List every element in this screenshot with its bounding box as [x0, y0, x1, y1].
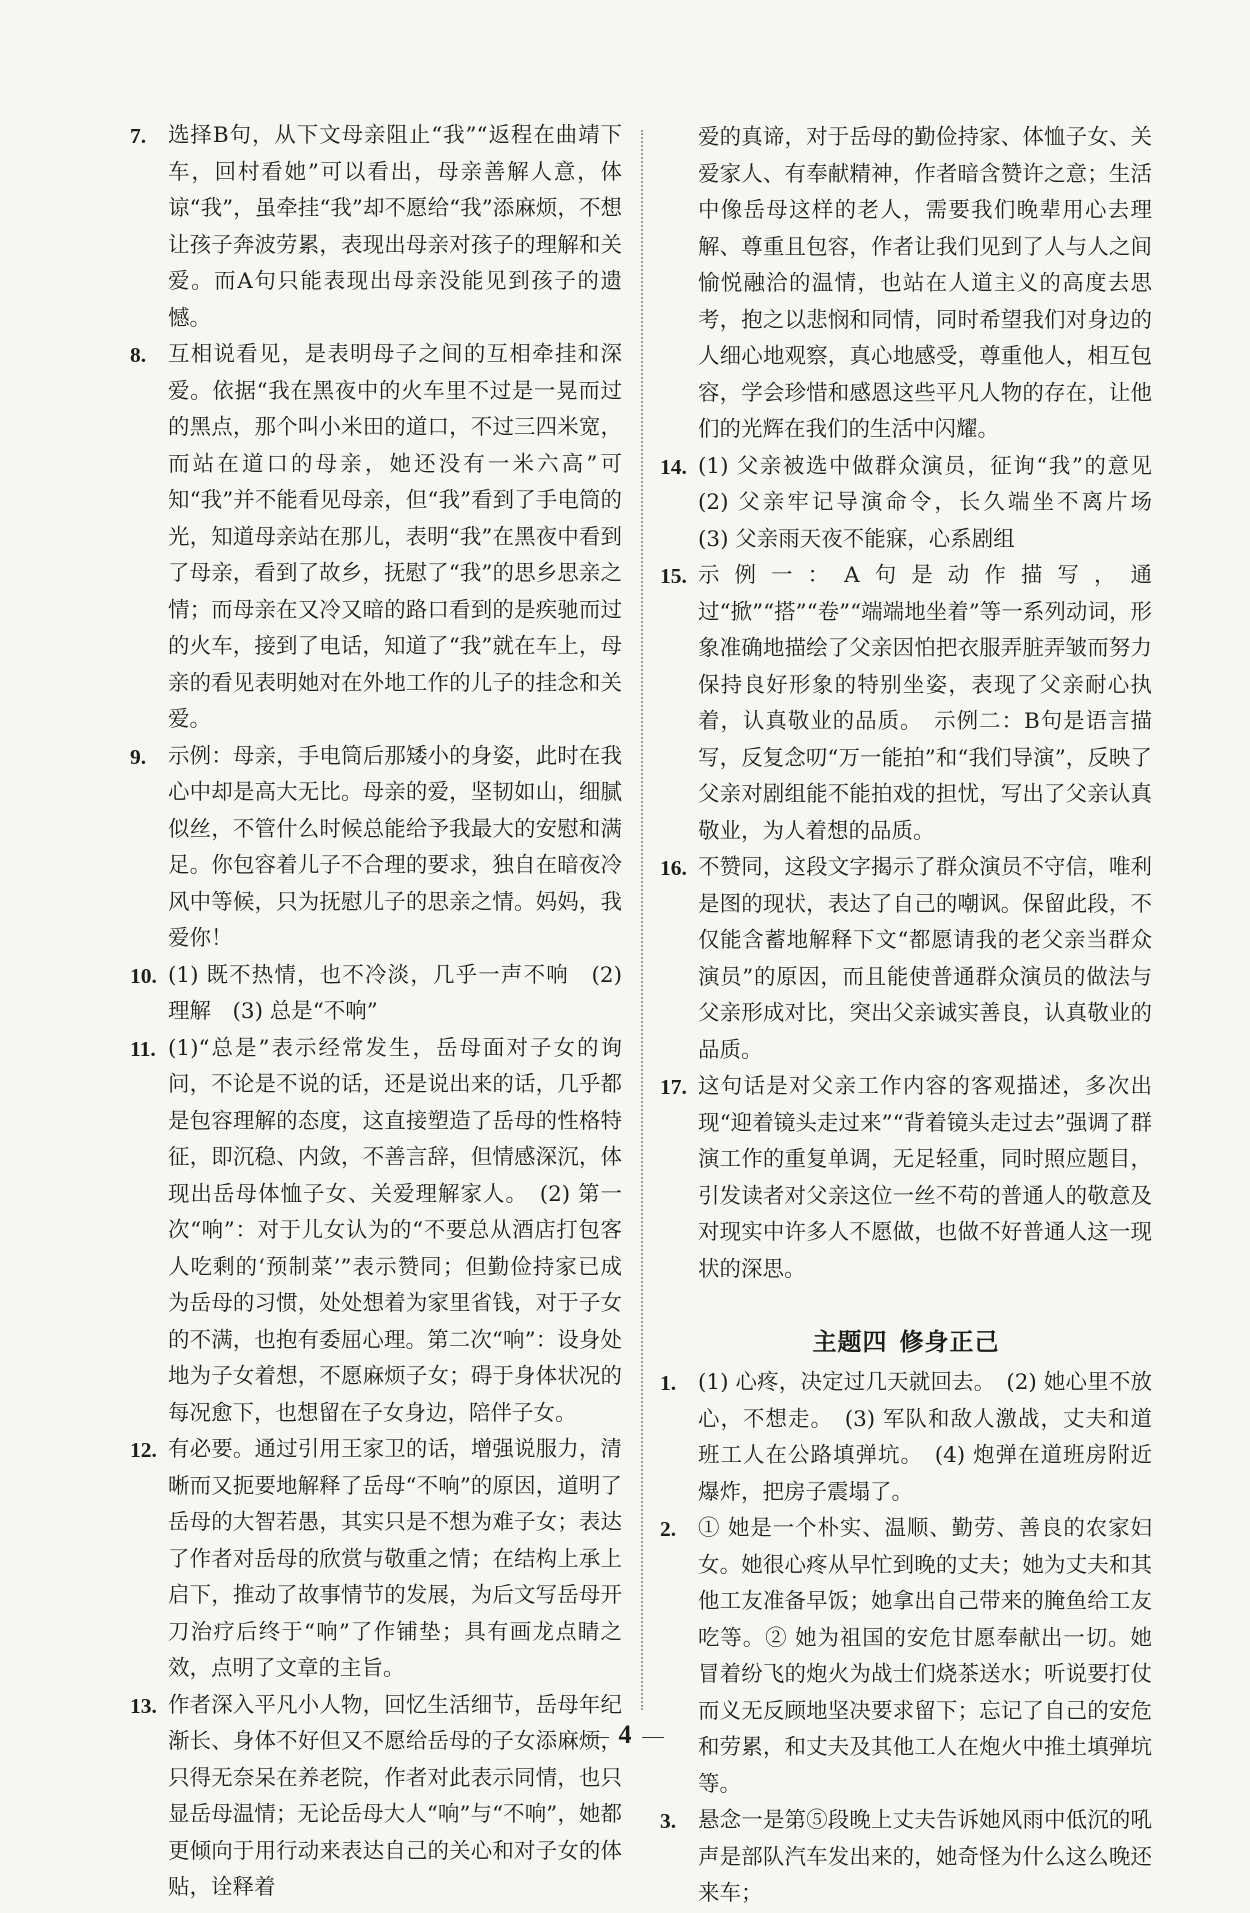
page-footer: [0, 1720, 1250, 1750]
item-text: 互相说看见，是表明母子之间的互相牵挂和深爱。依据“我在黑夜中的火车里不过是一晃而过的黑点，那个叫小米田的道口，不过三四米宽，而站在道口的母亲，她还没有一米六高”可知“我”并不能看见母亲，但“我”看到了手电筒的光，知道母亲站在那儿，表明“我”在黑夜中看到了母亲，看到了故乡，抚慰了“我”的思乡思亲之情；而母亲在又冷又暗的路口看到的是疾驰而过的火车，接到了电话，知道了“我”就在车上，母亲的看见表明她对在外地工作的儿子的挂念和关爱。: [168, 342, 622, 732]
item-text: 示例：母亲，手电筒后那矮小的身姿，此时在我心中却是高大无比。母亲的爱，坚韧如山，细腻似丝，不管什么时候总能给予我最大的安慰和满足。你包容着儿子不合理的要求，独自在暗夜冷风中等候，只为抚慰儿子的思亲之情。妈妈，我爱你！: [168, 743, 622, 951]
theme-item-3: [660, 1803, 1152, 1913]
item-number: 7.: [130, 124, 147, 148]
answer-item-8: [130, 337, 622, 739]
answer-item-13-continued: 爱的真谛，对于岳母的勤俭持家、体恤子女、关爱家人、有奉献精神，作者暗含赞许之意；生活中像岳母这样的老人，需要我们晚辈用心去理解、尊重且包容，作者让我们见到了人与人之间愉悦融洽的温情，也站在人道主义的高度去思考，抱之以悲悯和同情，同时希望我们对身边的人细心地观察，真心地感受，尊重他人，相互包容，学会珍惜和感恩这些平凡人物的存在，让他们的光辉在我们的生活中闪耀。: [698, 125, 1152, 442]
item-number: 10.: [130, 963, 157, 988]
item-text: 这句话是对父亲工作内容的客观描述，多次出现“迎着镜头走过来”“背着镜头走过去”强调了群演工作的重复单调，无足轻重，同时照应题目，引发读者对父亲这位一丝不苟的普通人的敬意及对现实中许多人不愿做，也做不好普通人这一现状的深思。: [698, 1074, 1152, 1282]
item-text: 选择B句，从下文母亲阻止“我”“返程在曲靖下车，回村看她”可以看出，母亲善解人意，体谅“我”，虽牵挂“我”却不愿给“我”添麻烦，不想让孩子奔波劳累，表现出母亲对孩子的理解和关爱。而A句只能表现出母亲没能见到孩子的遗憾。: [168, 123, 622, 331]
answer-item-7: [130, 118, 622, 337]
theme-item-2: [660, 1511, 1152, 1803]
item-text: (1) 既不热情，也不冷淡，几乎一声不响 (2) 理解 (3) 总是“不响”: [168, 962, 622, 1024]
item-number: 13.: [130, 1693, 157, 1718]
page-number: 4: [618, 1720, 632, 1749]
section-name: 修身正己: [899, 1328, 1000, 1356]
right-column: [660, 120, 1174, 1913]
column-divider: [641, 130, 643, 1710]
item-text: 示例一：A句是动作描写，通过“掀”“搭”“卷”“端端地坐着”等一系列动词，形象准确地描绘了父亲因怕把衣服弄脏弄皱而努力保持良好形象的特别坐姿，表现了父亲耐心执着，认真敬业的品质。 示例二：B句是语言描写，反复念叨“万一能拍”和“我们导演”，反映了父亲对剧组能不能拍戏的担忧，写出了父亲认真敬业，为人着想的品质。: [698, 563, 1152, 844]
item-text: 有必要。通过引用王家卫的话，增强说服力，清晰而又扼要地解释了岳母“不响”的原因，道明了岳母的大智若愚，其实只是不想为难子女；表达了作者对岳母的欣赏与敬重之情；在结构上承上启下，推动了故事情节的发展，为后文写岳母开刀治疗后终于“响”了作铺垫；具有画龙点睛之效，点明了文章的主旨。: [168, 1437, 622, 1681]
item-number: 3.: [660, 1809, 677, 1833]
item-text: (1) 心疼，决定过几天就回去。 (2) 她心里不放心，不想走。 (3) 军队和敌人激战，丈夫和道班工人在公路填弹坑。 (4) 炮弹在道班房附近爆炸，把房子震塌了。: [698, 1370, 1152, 1505]
item-text: ① 她是一个朴实、温顺、勤劳、善良的农家妇女。她很心疼从早忙到晚的丈夫；她为丈夫和其他工友准备早饭；她拿出自己带来的腌鱼给工友吃等。② 她为祖国的安危甘愿奉献出一切。她冒着纷飞的炮火为战士们烧茶送水；听说要打仗而义无反顾地坚决要求留下；忘记了自己的安危和劳累，和丈夫及其他工人在炮火中推土填弹坑等。: [698, 1516, 1152, 1797]
item-text: (1) 父亲被选中做群众演员，征询“我”的意见 (2) 父亲牢记导演命令，长久端坐不离片场 (3) 父亲雨天夜不能寐，心系剧组: [698, 453, 1174, 552]
answer-item-12: [130, 1432, 622, 1688]
item-number: 15.: [660, 564, 687, 588]
item-text: 作者深入平凡小人物，回忆生活细节，岳母年纪渐长、身体不好但又不愿给岳母的子女添麻烦，只得无奈呆在养老院，作者对此表示同情，也只显岳母温情；无论岳母大人“响”与“不响”，她都更倾向于用行动来表达自己的关心和对子女的体贴，诠释着: [168, 1692, 622, 1900]
item-number: 11.: [130, 1036, 156, 1061]
answer-item-16: [660, 850, 1152, 1069]
answer-item-9: [130, 739, 622, 958]
item-number: 12.: [130, 1438, 157, 1462]
item-number: 9.: [130, 744, 147, 769]
item-number: 1.: [660, 1371, 677, 1395]
item-number: 14.: [660, 454, 687, 479]
footer-dash: [587, 1737, 609, 1738]
footer-dash: [642, 1737, 664, 1738]
answer-item-10: [130, 958, 622, 1031]
item-number: 17.: [660, 1075, 687, 1099]
answer-item-17: [660, 1069, 1152, 1288]
section-title: [660, 1322, 1152, 1357]
answer-item-14: [660, 449, 1174, 559]
item-text: 悬念一是第⑤段晚上丈夫告诉她风雨中低沉的吼声是部队汽车发出来的，她奇怪为什么这么晚还来车；: [698, 1808, 1152, 1906]
item-number: 8.: [130, 343, 147, 367]
item-text: 不赞同，这段文字揭示了群众演员不守信，唯利是图的现状，表达了自己的嘲讽。保留此段，不仅能含蓄地解释下文“都愿请我的老父亲当群众演员”的原因，而且能使普通群众演员的做法与父亲形成对比，突出父亲诚实善良，认真敬业的品质。: [698, 855, 1152, 1063]
section-label: 主题四: [812, 1328, 888, 1356]
answer-item-15: [660, 558, 1152, 850]
theme-item-1: [660, 1365, 1152, 1511]
item-number: 16.: [660, 856, 687, 880]
item-text: (1)“总是”表示经常发生，岳母面对子女的询问，不论是不说的话，还是说出来的话，几乎都是包容理解的态度，这直接塑造了岳母的性格特征，即沉稳、内敛，不善言辞，但情感深沉，体现出岳母体恤子女、关爱理解家人。 (2) 第一次“响”：对于儿女认为的“不要总从酒店打包客人吃剩的‘预制菜’”表示赞同；但勤俭持家已成为岳母的习惯，处处想着为家里省钱，对于子女的不满，也抱有委屈心理。第二次“响”：设身处地为子女着想，不愿麻烦子女；碍于身体状况的每况愈下，也想留在子女身边，陪伴子女。: [168, 1035, 622, 1426]
item-number: 2.: [660, 1517, 677, 1541]
left-column: [130, 118, 622, 1907]
answer-item-11: [130, 1031, 622, 1433]
